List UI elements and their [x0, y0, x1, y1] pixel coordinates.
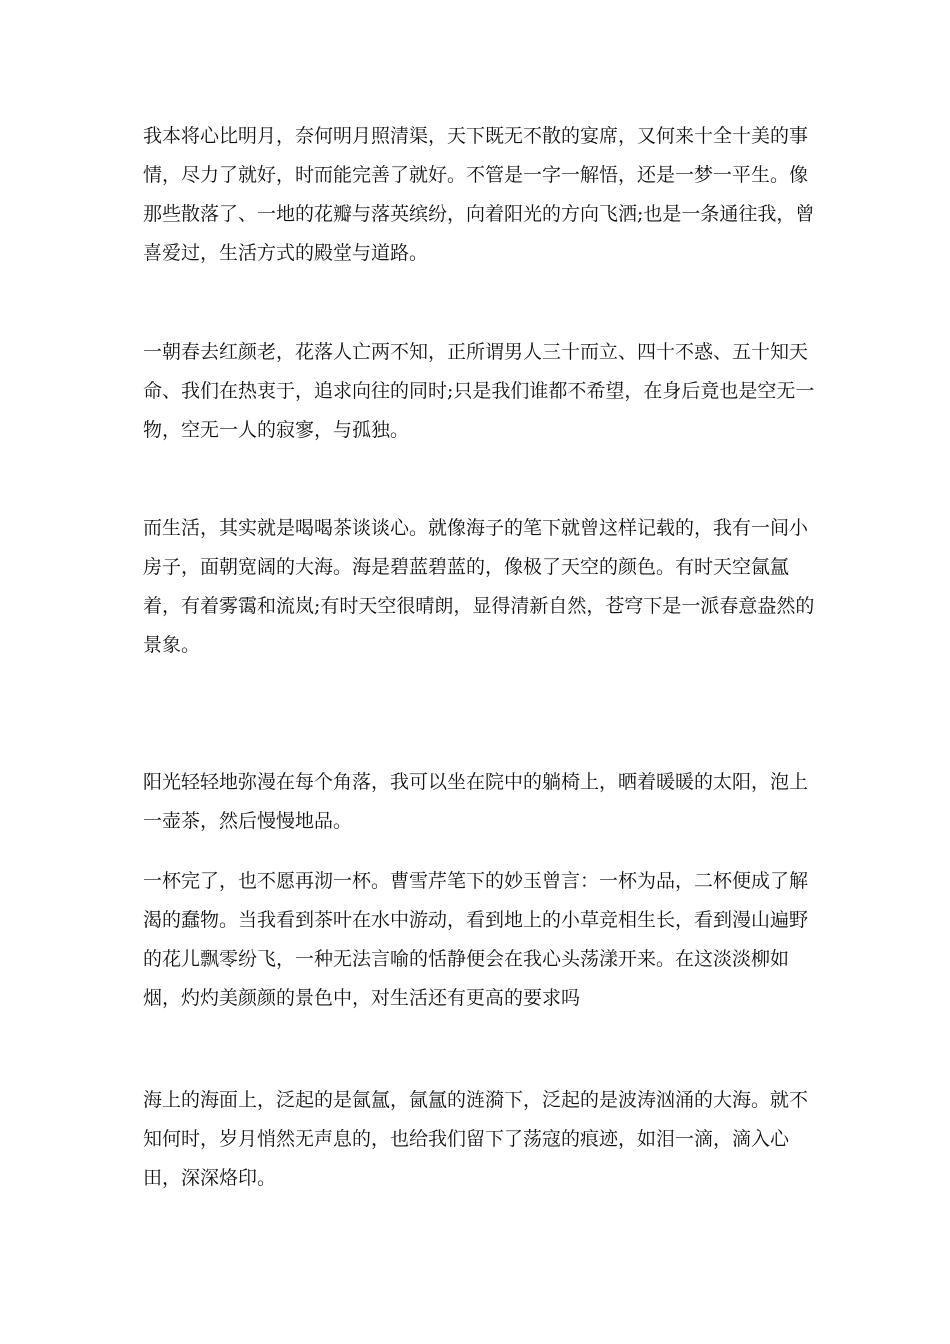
paragraph-4: 阳光轻轻地弥漫在每个角落，我可以坐在院中的躺椅上，晒着暖暖的太阳，泡上一壶茶，然后慢慢地品。: [143, 771, 809, 832]
paragraph-6: 海上的海面上，泛起的是氤氲，氤氲的涟漪下，泛起的是波涛汹涌的大海。就不知何时，岁月悄然无声息的，也给我们留下了荡寇的痕迹，如泪一滴，滴入心田，深深烙印。: [143, 1089, 809, 1189]
paragraph-1: 我本将心比明月，奈何明月照清渠，天下既无不散的宴席，又何来十全十美的事情，尽力了就好，时而能完善了就好。不管是一字一解悟，还是一梦一平生。像那些散落了、一地的花瓣与落英缤纷，向着阳光的方向飞洒;也是一条通往我，曾喜爱过，生活方式的殿堂与道路。: [143, 125, 815, 264]
paragraph-2: 一朝春去红颜老，花落人亡两不知，正所谓男人三十而立、四十不惑、五十知天命、我们在热衷于，追求向往的同时;只是我们谁都不希望，在身后竟也是空无一物，空无一人的寂寥，与孤独。: [143, 341, 815, 441]
paragraph-3: 而生活，其实就是喝喝茶谈谈心。就像海子的笔下就曾这样记载的，我有一间小房子，面朝宽阔的大海。海是碧蓝碧蓝的，像极了天空的颜色。有时天空氤氲着，有着雾霭和流岚;有时天空很晴朗，显得清新自然，苍穹下是一派春意盎然的景象。: [143, 517, 815, 656]
paragraph-5: 一杯完了，也不愿再沏一杯。曹雪芹笔下的妙玉曾言：一杯为品，二杯便成了解渴的蠢物。当我看到茶叶在水中游动，看到地上的小草竞相生长，看到漫山遍野的花儿飘零纷飞，一种无法言喻的恬静便会在我心头荡漾开来。在这淡淡柳如烟，灼灼美颜颜的景色中，对生活还有更高的要求吗: [143, 870, 809, 1009]
